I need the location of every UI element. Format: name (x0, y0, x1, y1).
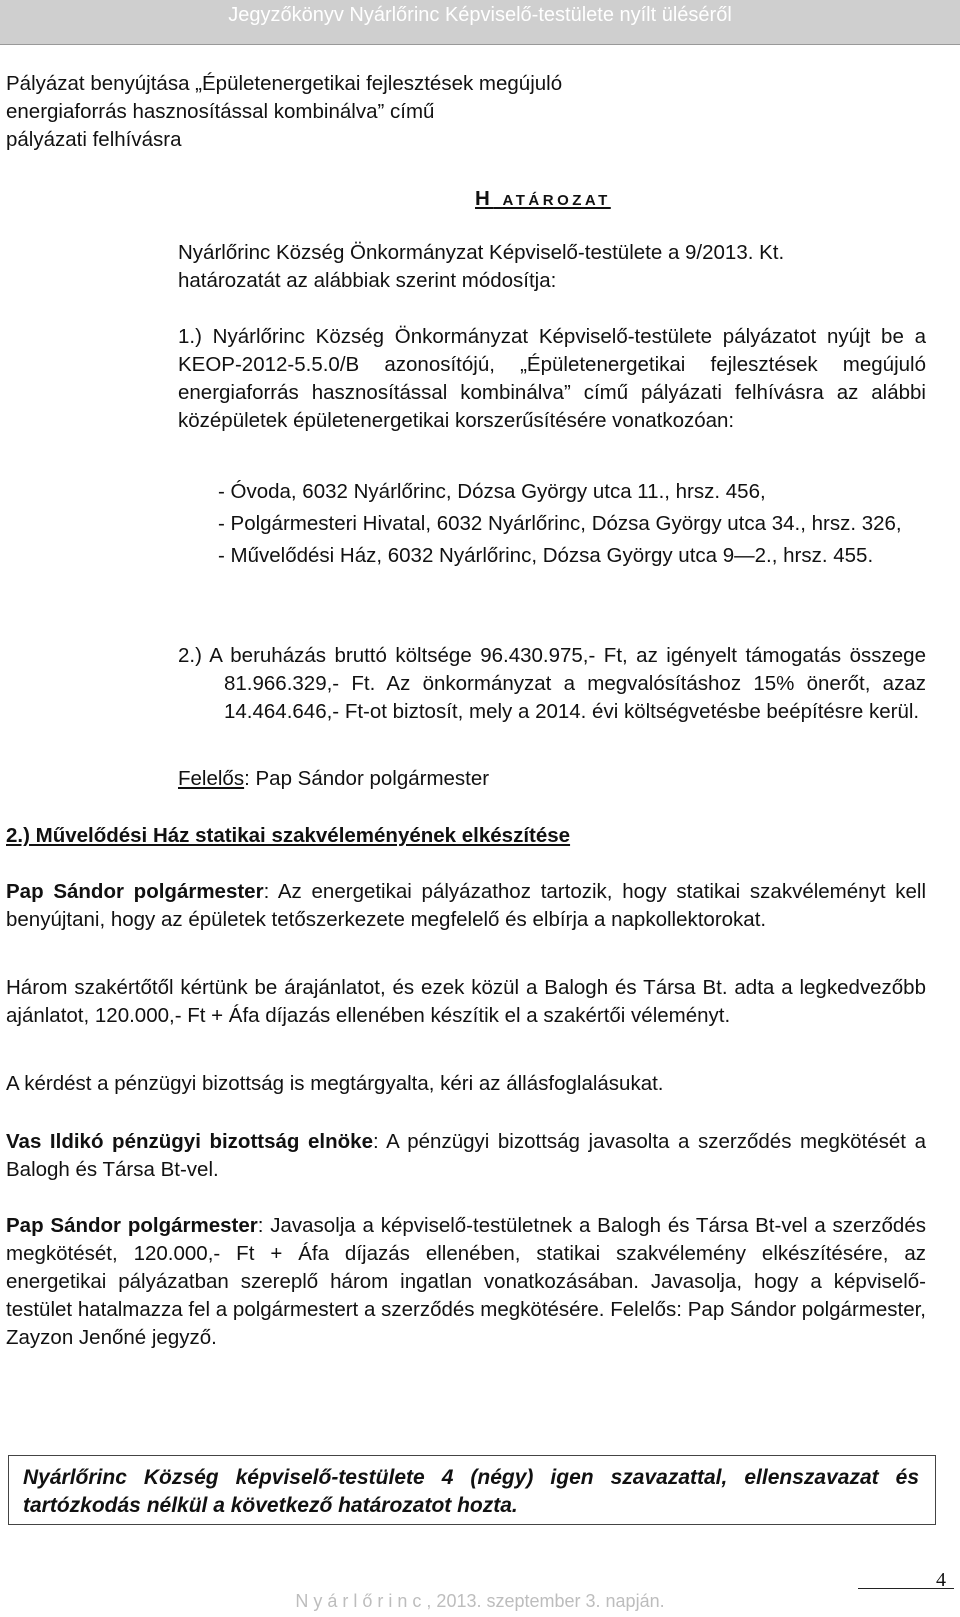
paragraph-speaker-mayor-2 (6, 1212, 926, 1352)
speaker-separator: : (372, 1130, 387, 1153)
resolution-point-1: 1.) Nyárlőrinc Község Önkormányzat Képviselő-testülete pályázatot nyújt be a KEOP-2012-5.5.0/B azonosítójú, „Épületenergetikai fejlesztések megújuló energiaforrás hasznosítással kombinálva” című pályázati felhívásra az alábbi középületek épületenergetikai korszerűsítésére vonatkozóan: (178, 325, 926, 432)
top-heading-line-1: Pályázat benyújtása „Épületenergetikai fejlesztések megújuló (6, 72, 563, 95)
resolution-label-text: H ATÁROZAT (475, 187, 611, 210)
building-item-muvelodesi-haz: - Művelődési Ház, 6032 Nyárlőrinc, Dózsa György utca 9—2., hrsz. 455. (218, 544, 874, 567)
responsible-label: Felelős (178, 767, 245, 790)
paragraph-text: Javasolja a képviselő-testületnek a Balogh és Társa Bt-vel a szerződés megkötését, 120.000,- Ft + Áfa díjazás ellenében, statikai szakvélemény elkészítésére, az energetikai pályázatban szereplő három ingatlan vonatkozásában. Javasolja, hogy a képviselő-testület hatalmazza fel a polgármestert a szerződés megkötésére. Felelős: Pap Sándor polgármester, Zayzon Jenőné jegyző. (6, 1214, 926, 1349)
intro-line-2: határozatát az alábbiak szerint módosítja: (178, 269, 557, 292)
page-number-rule (858, 1588, 954, 1589)
document-footer: N y á r l ő r i n c , 2013. szeptember 3. napján. (295, 1591, 665, 1611)
resolution-point-2: 2.) A beruházás bruttó költsége 96.430.975,- Ft, az igényelt támogatás összege 81.966.329,- Ft. Az önkormányzat a megvalósításhoz 15% önerőt, azaz 14.464.646,- Ft-ot biztosít, mely a 2014. évi költségvetésbe beépítésre kerül. (178, 644, 926, 723)
speaker-name: Pap Sándor polgármester (6, 880, 264, 903)
responsible-line (178, 765, 489, 793)
speaker-separator: : (257, 1214, 271, 1237)
paragraph-text: A pénzügyi bizottság javasolta a szerződés megkötését a Balogh és Társa Bt-vel. (6, 1130, 926, 1181)
vote-result-box (8, 1455, 936, 1525)
top-heading-line-3: pályázati felhívásra (6, 128, 182, 151)
intro-line-1: Nyárlőrinc Község Önkormányzat Képviselő-testülete a 9/2013. Kt. (178, 241, 785, 264)
page-number: 4 (936, 1569, 946, 1591)
speaker-separator: : (263, 880, 278, 903)
building-item-ovoda: - Óvoda, 6032 Nyárlőrinc, Dózsa György utca 11., hrsz. 456, (218, 480, 766, 503)
paragraph-committee-question: A kérdést a pénzügyi bizottság is megtárgyalta, kéri az állásfoglalásukat. (6, 1072, 664, 1095)
building-item-hivatal: - Polgármesteri Hivatal, 6032 Nyárlőrinc, Dózsa György utca 34., hrsz. 326, (218, 512, 902, 535)
header-divider (0, 44, 960, 45)
top-heading (6, 70, 706, 154)
paragraph-speaker-committee-chair (6, 1128, 926, 1184)
paragraph-offers: Három szakértőtől kértünk be árajánlatot, és ezek közül a Balogh és Társa Bt. adta a legkedvezőbb ajánlatot, 120.000,- Ft + Áfa díjazás ellenében készítik el a szakértői véleményt. (6, 976, 926, 1027)
top-heading-line-2: energiaforrás hasznosítással kombinálva” című (6, 100, 435, 123)
speaker-name: Vas Ildikó pénzügyi bizottság elnöke (6, 1130, 373, 1153)
vote-result-text: Nyárlőrinc Község képviselő-testülete 4 (négy) igen szavazattal, ellenszavazat és tartózkodás nélkül a következő határozatot hozta. (23, 1466, 919, 1517)
building-list (218, 478, 926, 570)
paragraph-speaker-mayor-1 (6, 878, 926, 934)
resolution-intro (178, 239, 938, 295)
responsible-name: Pap Sándor polgármester (255, 767, 490, 790)
paragraph-text: Az energetikai pályázathoz tartozik, hogy statikai szakvéleményt kell benyújtani, hogy az épületek tetőszerkezete megfelelő és elbírja a napkollektorokat. (6, 880, 927, 931)
document-header-title: Jegyzőkönyv Nyárlőrinc Képviselő-testülete nyílt üléséről (228, 4, 732, 26)
resolution-label (475, 185, 611, 215)
responsible-separator: : (244, 767, 256, 790)
speaker-name: Pap Sándor polgármester (6, 1214, 258, 1237)
section-2-heading: 2.) Művelődési Ház statikai szakvéleményének elkészítése (6, 824, 571, 847)
